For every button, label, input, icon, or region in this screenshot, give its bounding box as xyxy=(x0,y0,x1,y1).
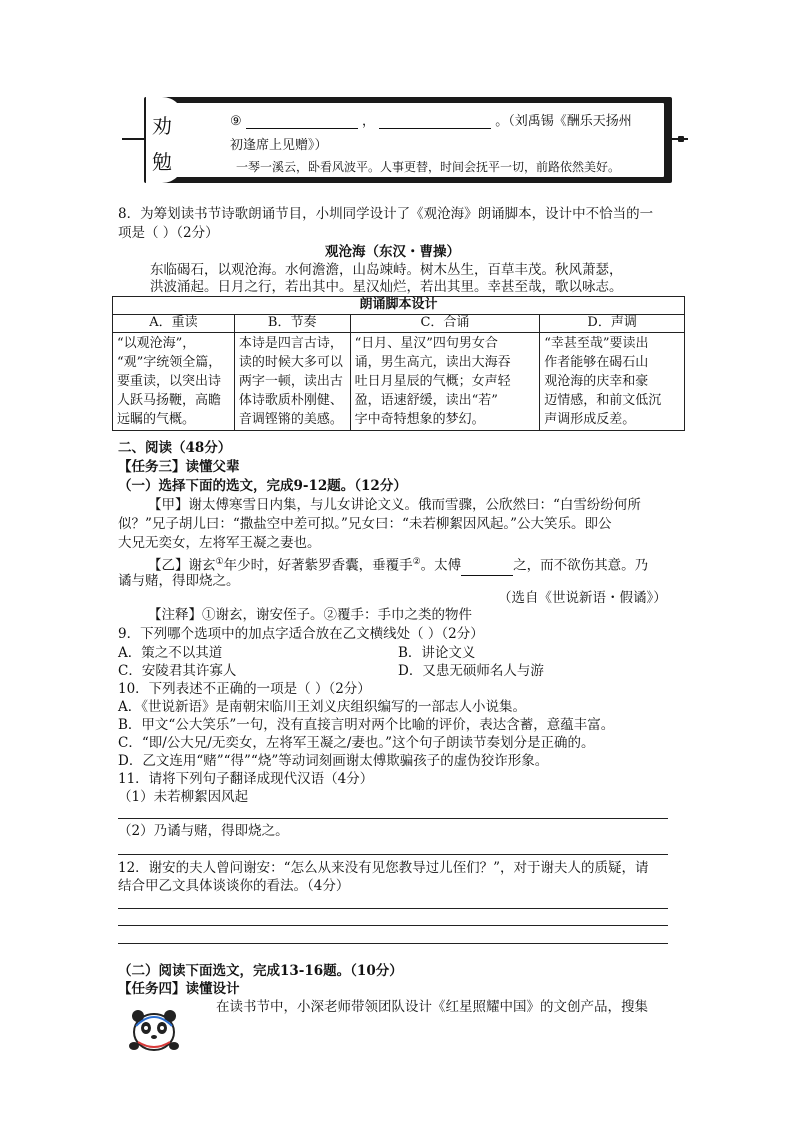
q11-part1: （1）未若柳絮因风起 xyxy=(118,789,249,805)
q9-option-b: B．讲论文义 xyxy=(398,645,476,661)
q10-stem: 10．下列表述不正确的一项是（ ）（2分） xyxy=(118,681,371,697)
option-b-head: B．节奏 xyxy=(234,315,350,333)
answer-blank-1[interactable] xyxy=(246,115,358,129)
poem-line2: 洪波涌起。日月之行，若出其中。星汉灿烂，若出其里。幸甚至哉，歌以咏志。 xyxy=(150,279,623,295)
option-c-body xyxy=(350,333,540,431)
source-citation: （选自《世说新语・假谲》） xyxy=(498,590,667,606)
task4-paragraph: 在读书节中，小深老师带领团队设计《红星照耀中国》的文创产品，搜集 xyxy=(216,999,648,1015)
answer-line[interactable] xyxy=(118,908,668,909)
banner-line1-mid: ， xyxy=(361,114,375,129)
notes: 【注释】①谢玄，谢安侄子。②覆手：手巾之类的物件 xyxy=(148,607,472,623)
option-d-line: “幸甚至哉”要读出 xyxy=(544,336,649,351)
banner-line1-prefix: ⑨ xyxy=(230,114,242,129)
footnote-1: ① xyxy=(215,557,224,567)
task3-heading: 【任务三】读懂父辈 xyxy=(118,459,240,475)
option-a-line: “观”字统领全篇， xyxy=(117,355,222,370)
scroll-rod-end xyxy=(678,136,684,142)
option-b-body xyxy=(234,333,350,431)
yi-blank[interactable] xyxy=(461,562,513,576)
poem-line1: 东临碣石，以观沧海。水何澹澹，山岛竦峙。树木丛生，百草丰茂。秋风萧瑟， xyxy=(150,262,623,278)
q12-line2: 结合甲乙文具体谈谈你的看法。（4分） xyxy=(118,878,350,894)
option-c-line: “日月、星汉”四句男女合 xyxy=(354,336,498,351)
poem-title: 观沧海（东汉・曹操） xyxy=(325,244,460,260)
q9-option-a: A．策之不以其道 xyxy=(118,645,223,661)
option-b-line: 两字一顿，读出古 xyxy=(238,374,343,389)
answer-blank-2[interactable] xyxy=(379,115,491,129)
yi-line2: 谲与赌，得即烧之。 xyxy=(118,573,240,589)
option-c-line: 盈，语速舒缓，读出“若” xyxy=(354,393,498,408)
q11-stem: 11．请将下列句子翻译成现代汉语（4分） xyxy=(118,771,374,787)
q11-part2: （2）乃谲与赌，得即烧之。 xyxy=(118,823,289,839)
option-c-line: 吐日月星辰的气概；女声轻 xyxy=(354,374,511,389)
q10-option-d: D．乙文连用“赌”“得”“烧”等动词刻画谢太傅欺骗孩子的虚伪狡诈形象。 xyxy=(118,753,549,769)
answer-line[interactable] xyxy=(118,943,668,944)
yi-line1-c: 。太傅 xyxy=(420,557,462,574)
answer-line[interactable] xyxy=(118,818,668,819)
option-c-head: C．合诵 xyxy=(350,315,540,333)
banner-char-mian: 勉 xyxy=(152,150,172,174)
option-d-line: 观沧海的庆幸和豪 xyxy=(544,374,649,389)
q8-line1: 8．为筹划读书节诗歌朗诵节目，小圳同学设计了《观沧海》朗诵脚本，设计中不恰当的一 xyxy=(118,206,654,222)
recitation-script-table xyxy=(112,296,685,431)
q10-option-b: B．甲文“公大笑乐”一句，没有直接言明对两个比喻的评价，表达含蓄，意蕴丰富。 xyxy=(118,717,615,733)
quanmian-banner xyxy=(122,94,674,186)
panda-mascot-image xyxy=(126,1006,182,1056)
jia-line1: 【甲】谢太傅寒雪日内集，与儿女讲论文义。俄而雪骤，公欣然曰：“白雪纷纷何所 xyxy=(148,497,641,513)
sub2-heading: （二）阅读下面选文，完成13-16题。（10分） xyxy=(118,963,403,979)
sub1-heading: （一）选择下面的选文，完成9-12题。（12分） xyxy=(118,478,407,494)
answer-line[interactable] xyxy=(118,925,668,926)
q10-option-c: C．“即/公大兄/无奕女，左将军王凝之/妻也。”这个句子朗读节奏划分是正确的。 xyxy=(118,735,595,751)
q9-stem: 9．下列哪个选项中的加点字适合放在乙文横线处（ ）（2分） xyxy=(118,626,484,642)
q9-option-d: D．又患无硕师名人与游 xyxy=(398,663,544,679)
q8-line2: 项是（ ）（2分） xyxy=(118,225,219,241)
banner-line1-suffix: 。（刘禹锡《酬乐天扬州 xyxy=(495,114,632,129)
q9-option-c: C．安陵君其许寡人 xyxy=(118,663,237,679)
banner-char-quan: 劝 xyxy=(152,114,172,138)
option-d-body xyxy=(540,333,685,431)
option-c-line: 字中奇特想象的梦幻。 xyxy=(354,412,485,427)
yi-line1-a: 【乙】谢玄 xyxy=(148,557,216,574)
task4-heading: 【任务四】读懂设计 xyxy=(118,981,240,997)
option-c-line: 诵，男生高亢，读出大海吞 xyxy=(354,355,511,370)
yi-line1-d: 之，而不欲伤其意。乃 xyxy=(513,557,649,574)
table-title: 朗诵脚本设计 xyxy=(113,297,685,315)
section2-title: 二、阅读（48分） xyxy=(118,440,232,456)
option-d-line: 作者能够在碣石山 xyxy=(544,355,649,370)
q12-line1: 12．谢安的夫人曾问谢安：“怎么从来没有见您教导过儿侄们？”，对于谢夫人的质疑，请 xyxy=(118,860,649,876)
option-d-line: 迈情感，和前文低沉 xyxy=(544,393,662,408)
option-b-line: 读的时候大多可以 xyxy=(238,355,343,370)
answer-line[interactable] xyxy=(118,854,668,855)
yi-line1-b: 年少时，好著紫罗香囊，垂覆手 xyxy=(223,557,413,574)
option-d-head: D．声调 xyxy=(540,315,685,333)
jia-line3: 大兄无奕女，左将军王凝之妻也。 xyxy=(118,535,321,551)
option-b-line: 体诗歌质朴刚健、 xyxy=(238,393,343,408)
option-b-line: 音调铿锵的美感。 xyxy=(238,412,343,427)
option-d-line: 声调形成反差。 xyxy=(544,412,636,427)
q10-option-a: A．《世说新语》是南朝宋临川王刘义庆组织编写的一部志人小说集。 xyxy=(118,699,526,715)
option-a-line: 要重读，以突出诗 xyxy=(117,374,222,389)
option-a-body xyxy=(113,333,235,431)
footnote-2: ② xyxy=(412,557,421,567)
banner-motto: 一琴一溪云，卧看风波平。人事更替，时间会抚平一切，前路依然美好。 xyxy=(236,160,621,174)
option-a-head: A．重读 xyxy=(113,315,235,333)
banner-line1 xyxy=(230,110,632,129)
option-a-line: “以观沧海”， xyxy=(117,336,196,351)
banner-line2: 初逢席上见赠》） xyxy=(230,138,328,153)
option-a-line: 人跃马扬鞭，高瞻 xyxy=(117,393,222,408)
jia-line2: 似？”兄子胡儿曰：“撒盐空中差可拟。”兄女曰：“未若柳絮因风起。”公大笑乐。即公 xyxy=(118,516,612,532)
option-a-line: 远瞩的气概。 xyxy=(117,412,196,427)
option-b-line: 本诗是四言古诗， xyxy=(238,336,343,351)
